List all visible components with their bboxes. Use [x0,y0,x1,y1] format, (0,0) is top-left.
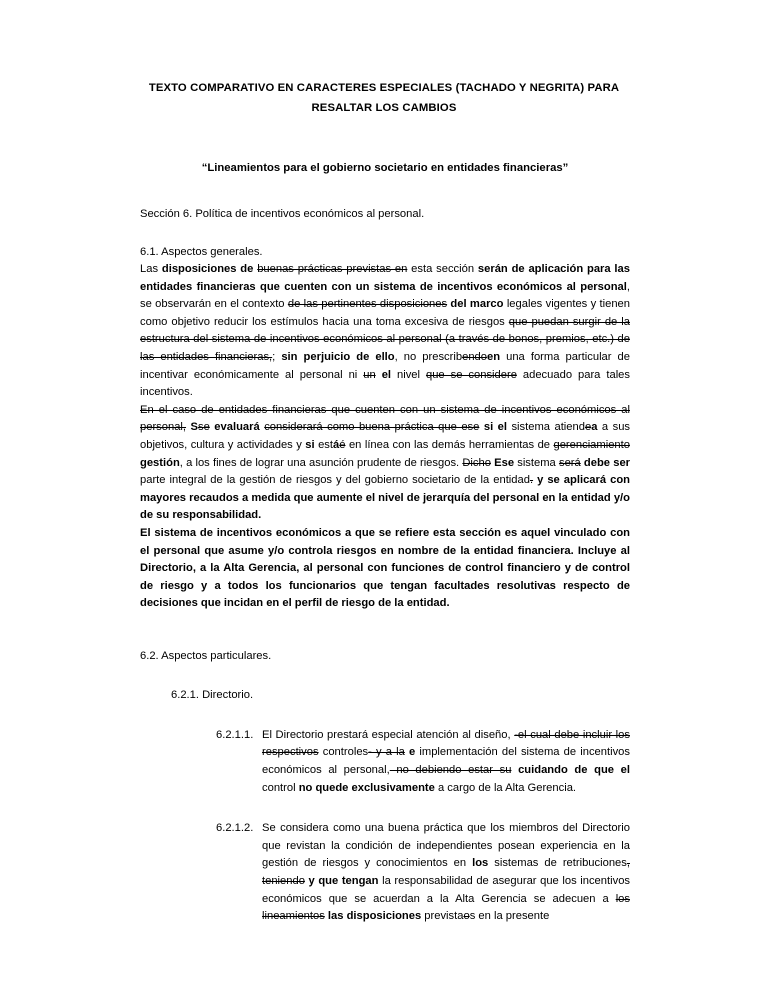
subsection-heading-6-1: 6.1. Aspectos generales. [140,246,263,258]
item-6-2-1-1 [216,727,630,797]
text-run-strike: teniendo [262,875,305,888]
text-run-normal: El Directorio prestará especial atención al diseño, [262,728,515,741]
text-run-strike: un [363,368,376,381]
text-run-bold: e [409,746,416,759]
section-heading-6: Sección 6. Política de incentivos económicos al personal. [140,208,425,220]
text-run-normal: Se considera como una buena práctica que los miembros del Directorio que revistan la condición de independientes posean experiencia en la gestión de riesgos y conocimientos en [262,822,630,870]
text-run-normal: Las [140,263,162,275]
text-run-strike: se [197,421,210,434]
text-run-normal: parte integral de la gestión de riesgos y del gobierno societario de la entidad [140,474,530,487]
text-run-bold: y que tengan [308,875,379,888]
text-run-bold: á [333,438,340,451]
text-run-normal: sistema atiend [506,421,585,434]
text-run-strike: é [339,438,346,451]
text-run-bold: El sistema de incentivos económicos a que se refiere esta sección es aquel vinculado con el personal que asume y/o controla riesgos en nombre de la entidad financiera. Incluye al Directorio, a la Alta Gerencia, al personal con funciones de control financiero y de control de riesgo y a todos los funcionarios que tengan facultades resolutivas respecto de decisiones que incidan en el perfil de riesgo de la entidad. [140,526,630,610]
text-run-normal: en línea con las demás herramientas de [345,438,554,451]
text-run-normal: sistema [514,456,559,469]
text-run-strike: - y a la [368,746,405,759]
text-run-bold: a [591,421,598,434]
subsection-heading-6-2-1: 6.2.1. Directorio. [171,688,254,701]
item-6-2-1-2 [216,820,630,926]
paragraph-6-1-c [140,525,630,613]
text-run-strike: buenas prácticas previstas en [257,263,408,275]
text-run-bold: las disposiciones [327,910,422,923]
text-run-strike: será [558,456,581,469]
text-run-bold: si el [483,421,507,434]
text-run-strike: endo [462,350,487,363]
text-run-strike: Dicho [462,456,491,469]
text-run-strike: o [463,910,470,923]
text-run-normal: una forma particular de incentivar económicamente al personal ni [140,350,631,381]
text-run-strike: , [626,857,630,870]
text-run-normal: adecuado para tales incentivos. [140,368,630,399]
text-run-bold: evaluará [214,421,260,434]
text-run-bold: S [190,421,198,434]
text-run-normal: controles [318,746,369,759]
document-subtitle: “Lineamientos para el gobierno societario en entidades financieras” [201,162,569,174]
text-run-bold: gestión [140,456,180,469]
text-run-bold: debe ser [583,456,631,469]
text-run-strike: que puedan surgir de la estructura del sistema de incentivos económicos al personal (a través de bonos, premios, etc.) de las entidades financieras, [140,315,630,363]
text-run-normal: a sus objetivos, cultura y actividades y [140,421,631,451]
text-run-normal: implementación del sistema de incentivos económicos al personal, [262,746,630,777]
text-run-strike: e [584,421,592,434]
text-run-strike: que se considere [425,368,517,381]
text-run-strike: considerará como buena práctica que ese [264,421,480,434]
text-run-bold: los [472,857,489,870]
text-run-bold: si [305,438,315,451]
text-run-bold: en [486,350,501,363]
item-6-2-1-2-number: 6.2.1.2. [216,822,254,835]
text-run-bold: y se aplicará con mayores recaudos a medida que aumente el nivel de jerarquía del personal en la entidad y/o de su responsabilidad. [140,474,630,522]
paragraph-6-1-b [140,402,630,525]
text-run-normal: , se observarán en el contexto [140,280,630,311]
text-run-normal: legales vigentes y tienen como objetivo reducir los estímulos hacia una toma excesiva de riesgos [140,298,630,328]
text-run-normal: prevista [421,910,464,923]
text-run-strike: En el caso de entidades financieras que cuenten con un sistema de incentivos económicos al personal, [140,403,630,434]
text-run-strike: . [529,474,534,487]
text-run-normal: nivel [391,368,426,381]
text-run-bold: sin perjuicio de ello [281,350,395,363]
text-run-bold: cuidando de que el [518,764,630,777]
text-run-normal: est [314,438,334,451]
text-run-bold: del marco [450,298,504,311]
text-run-strike: los lineamientos [262,892,630,923]
text-run-bold: no quede exclusivamente [298,781,435,794]
document-title: TEXTO COMPARATIVO EN CARACTERES ESPECIALES (TACHADO Y NEGRITA) PARA RESALTAR LOS CAMBIOS [148,82,620,114]
text-run-normal: control [262,781,299,794]
text-run-normal: a cargo de la Alta Gerencia. [434,781,577,794]
text-run-normal: la responsabilidad de asegurar que los incentivos económicos que se acuerdan a la Alta Gerencia se adecuen a [262,875,631,905]
item-6-2-1-1-text [262,727,630,797]
text-run-normal: s en la presente [469,910,550,923]
subsection-heading-6-2: 6.2. Aspectos particulares. [140,649,272,662]
text-run-normal: ; [272,350,282,363]
item-6-2-1-2-text [262,820,630,926]
paragraph-6-1-a [140,261,630,402]
item-6-2-1-1-number: 6.2.1.1. [216,728,254,741]
text-run-strike: de las pertinentes disposiciones [287,298,448,311]
text-run-normal: esta sección [407,263,478,275]
text-run-normal: , a los fines de lograr una asunción prudente de riesgos. [179,456,463,469]
text-run-strike: no debiendo estar su [389,764,512,777]
text-run-bold: el [381,368,392,381]
text-run-bold: serán de aplicación para las entidades financieras que cuenten con un sistema de incentivos económicos al personal [140,263,630,293]
text-run-strike: -el cual debe incluir los respectivos [262,728,630,759]
text-run-strike: gerenciamiento [553,438,630,451]
text-run-normal: , no prescrib [394,350,463,363]
text-run-normal: sistemas de retribuciones [488,857,627,870]
text-run-bold: Ese [494,456,515,469]
text-run-bold: disposiciones de [161,263,254,275]
